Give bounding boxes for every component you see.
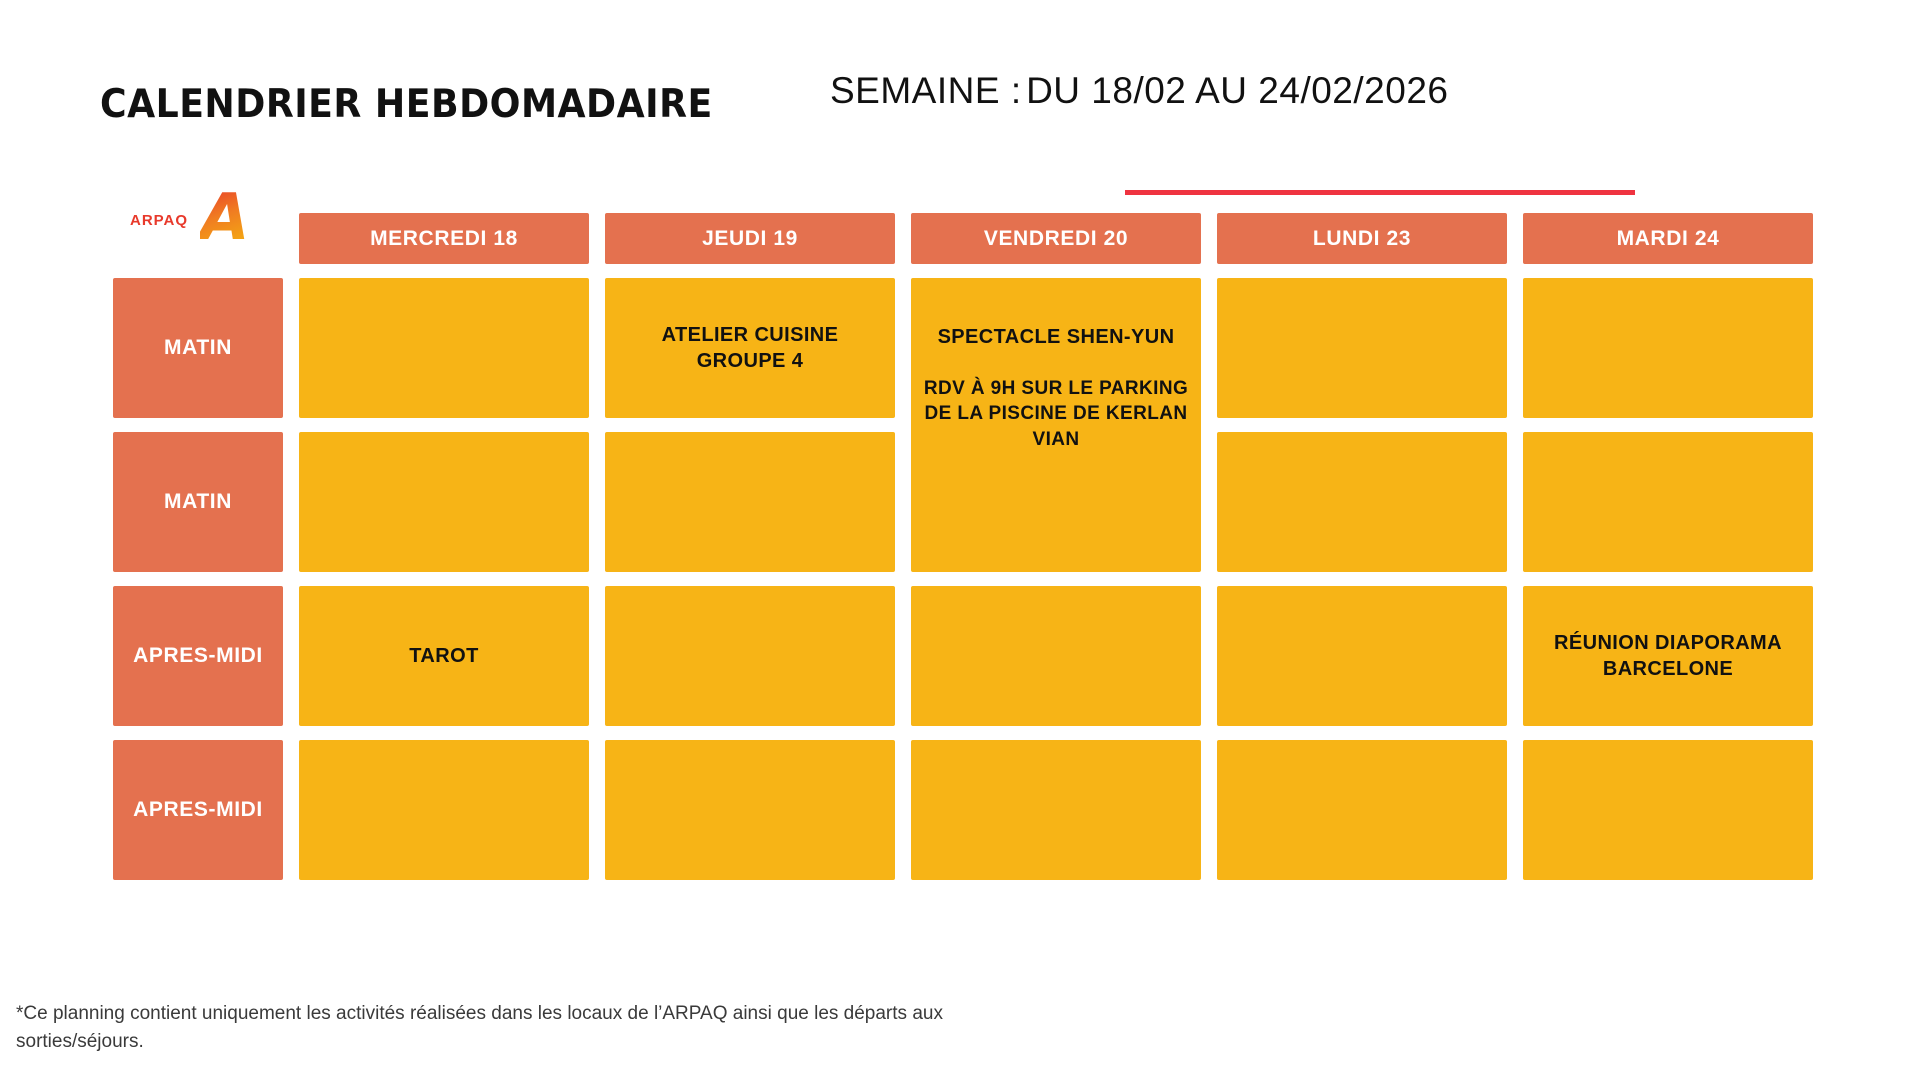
slot-label-afternoon-1-line1: APRES- bbox=[133, 643, 217, 667]
cell-thu-morning-1[interactable]: ATELIER CUISINE GROUPE 4 bbox=[605, 278, 895, 418]
cell-mon-afternoon-1[interactable] bbox=[1217, 586, 1507, 726]
cell-wed-morning-2[interactable] bbox=[299, 432, 589, 572]
calendar-row-morning-2 bbox=[113, 432, 1813, 572]
logo-a-icon: A bbox=[200, 181, 250, 255]
slot-label-morning-1: MATIN bbox=[113, 278, 283, 418]
cell-fri-afternoon-1[interactable] bbox=[911, 586, 1201, 726]
cell-wed-afternoon-1[interactable]: TAROT bbox=[299, 586, 589, 726]
day-header-tuesday: MARDI 24 bbox=[1523, 213, 1813, 264]
week-underline bbox=[1125, 190, 1635, 195]
calendar-grid bbox=[113, 213, 1813, 894]
footer-note: *Ce planning contient uniquement les activités réalisées dans les locaux de l’ARPAQ ainsi que les départs aux sorties/séjours. bbox=[16, 1003, 943, 1052]
week-label: SEMAINE : bbox=[830, 70, 1022, 111]
slot-label-afternoon-2-line2: MIDI bbox=[216, 797, 263, 821]
cell-fri-morning-detail: RDV À 9H SUR LE PARKING DE LA PISCINE DE KERLAN VIAN bbox=[923, 378, 1189, 450]
cell-tue-morning-2[interactable] bbox=[1523, 432, 1813, 572]
grid-corner-spacer bbox=[113, 213, 283, 264]
cell-wed-afternoon-2[interactable] bbox=[299, 740, 589, 880]
cell-thu-morning-2[interactable] bbox=[605, 432, 895, 572]
slot-label-afternoon-2-line1: APRES- bbox=[133, 797, 217, 821]
cell-thu-afternoon-1[interactable] bbox=[605, 586, 895, 726]
cell-mon-morning-2[interactable] bbox=[1217, 432, 1507, 572]
day-header-wednesday: MERCREDI 18 bbox=[299, 213, 589, 264]
calendar-row-afternoon-1 bbox=[113, 586, 1813, 726]
slot-label-afternoon-1-line2: MIDI bbox=[216, 643, 263, 667]
cell-tue-morning-1[interactable] bbox=[1523, 278, 1813, 418]
cell-mon-afternoon-2[interactable] bbox=[1217, 740, 1507, 880]
cell-tue-afternoon-2[interactable] bbox=[1523, 740, 1813, 880]
cell-fri-morning-2-placeholder bbox=[911, 432, 1201, 572]
week-value: DU 18/02 AU 24/02/2026 bbox=[1026, 70, 1449, 111]
cell-fri-morning-title: SPECTACLE SHEN-YUN bbox=[937, 326, 1175, 348]
slot-label-afternoon-1 bbox=[113, 586, 283, 726]
slot-label-afternoon-2 bbox=[113, 740, 283, 880]
page-title: CALENDRIER HEBDOMADAIRE bbox=[100, 82, 713, 127]
cell-fri-afternoon-2[interactable] bbox=[911, 740, 1201, 880]
logo-text: ARPAQ bbox=[130, 212, 189, 229]
cell-mon-morning-1[interactable] bbox=[1217, 278, 1507, 418]
week-range bbox=[830, 70, 1448, 112]
cell-thu-afternoon-2[interactable] bbox=[605, 740, 895, 880]
day-header-friday: VENDREDI 20 bbox=[911, 213, 1201, 264]
day-header-thursday: JEUDI 19 bbox=[605, 213, 895, 264]
slot-label-morning-2: MATIN bbox=[113, 432, 283, 572]
cell-tue-afternoon-1[interactable]: RÉUNION DIAPORAMA BARCELONE bbox=[1523, 586, 1813, 726]
cell-wed-morning-1[interactable] bbox=[299, 278, 589, 418]
day-header-monday: LUNDI 23 bbox=[1217, 213, 1507, 264]
calendar-row-morning-1 bbox=[113, 278, 1813, 450]
calendar-header-row bbox=[113, 213, 1813, 264]
calendar-row-afternoon-2 bbox=[113, 740, 1813, 880]
page-header bbox=[100, 70, 1840, 160]
